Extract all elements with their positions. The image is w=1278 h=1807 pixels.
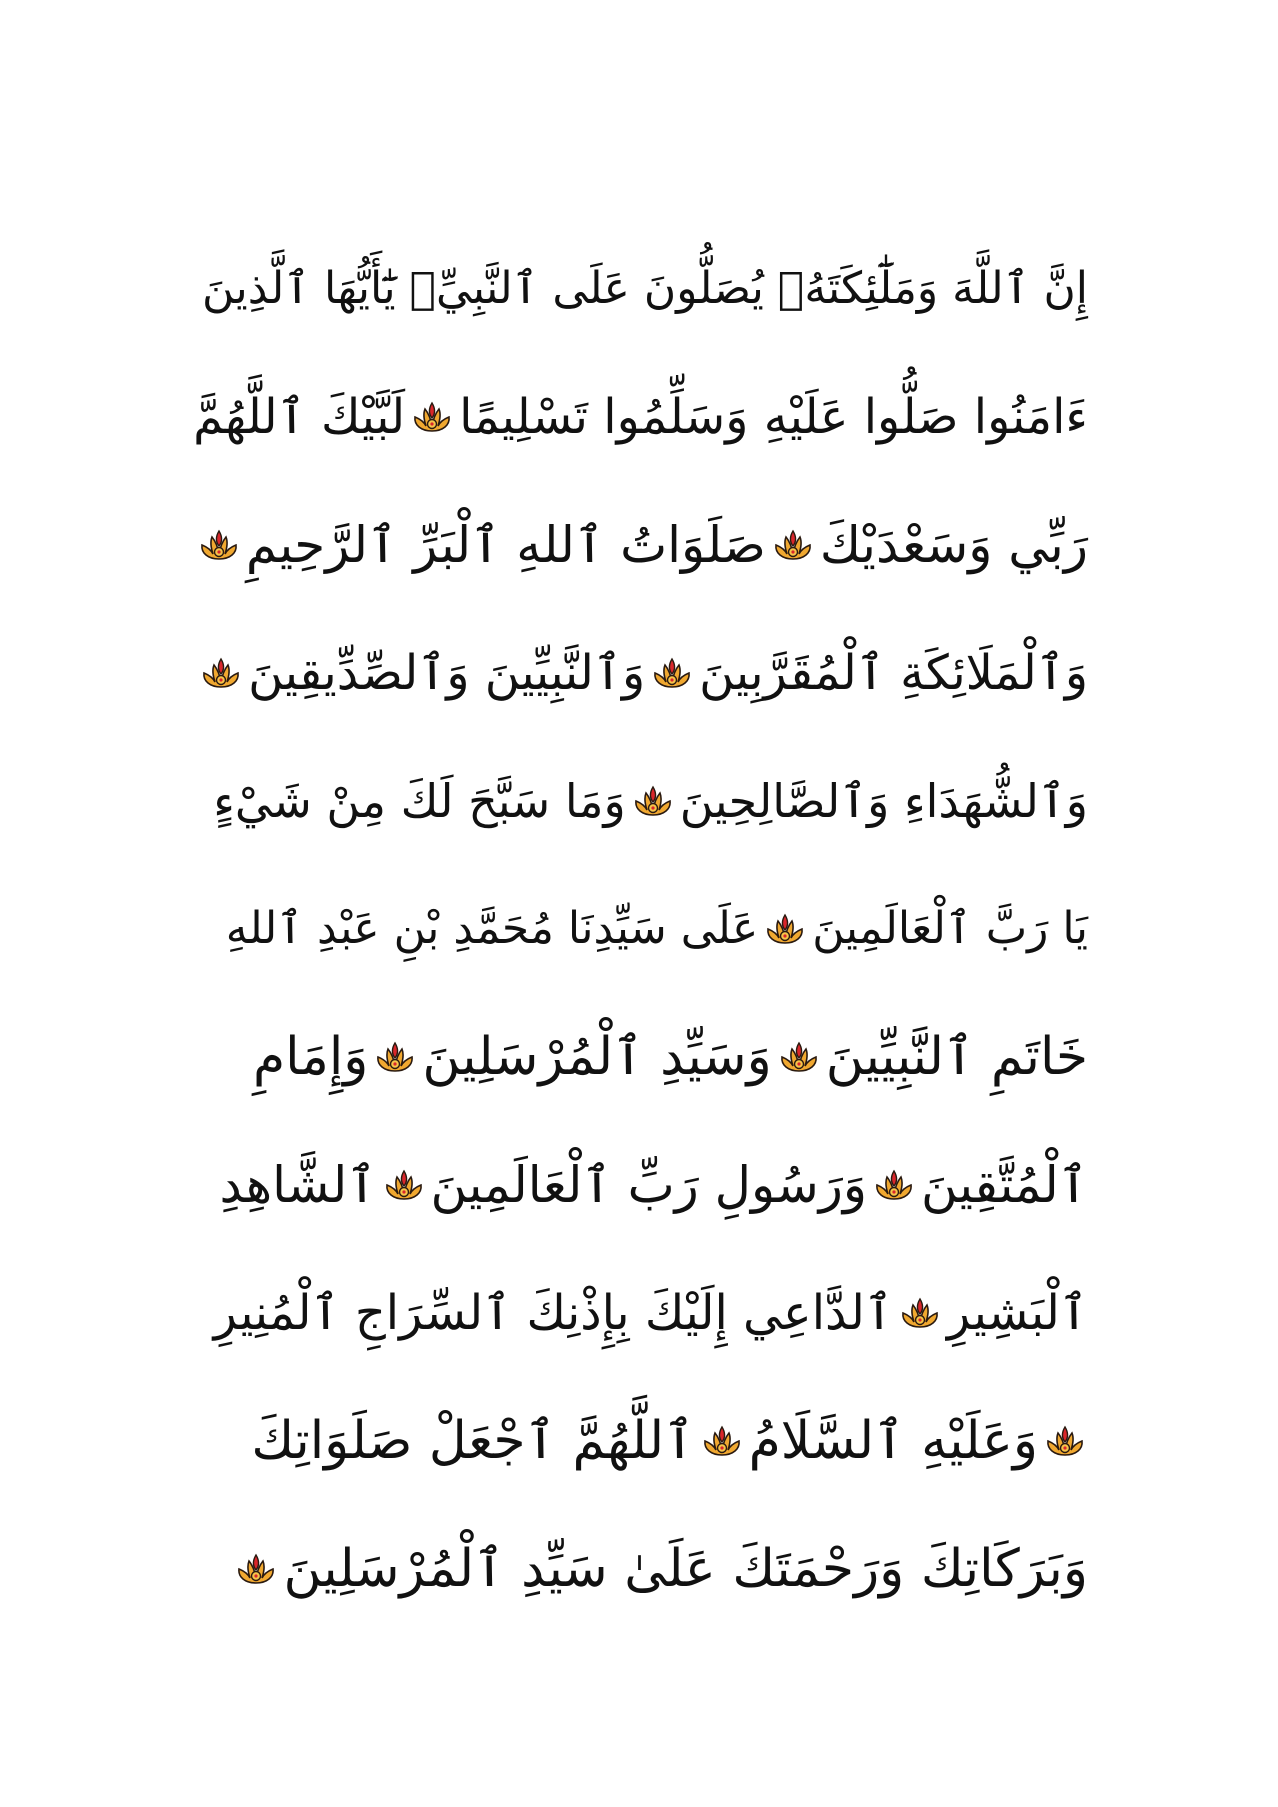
text-segment: إِنَّ ٱللَّهَ وَمَلَٰٓئِكَتَهُۥ يُصَلُّونَ عَلَى ٱلنَّبِيِّۚ يَٰٓأَيُّهَا ٱلَّذِينَ [202, 263, 1088, 314]
floral-ornament-icon [899, 1296, 941, 1330]
text-line [190, 1121, 1090, 1249]
text-segment: وَإِمَامِ [252, 1027, 369, 1087]
text-segment: وَٱلشُّهَدَاءِ وَٱلصَّالِحِينَ [679, 774, 1088, 828]
text-line [190, 865, 1090, 993]
floral-ornament-icon [873, 1168, 915, 1202]
floral-ornament-icon [383, 1168, 425, 1202]
text-line [190, 993, 1090, 1121]
text-line [190, 609, 1090, 737]
text-segment: رَبِّي وَسَعْدَيْكَ [819, 516, 1088, 574]
text-line [190, 481, 1090, 609]
text-segment: ٱلشَّاهِدِ [219, 1156, 377, 1214]
floral-ornament-icon [235, 1552, 277, 1586]
floral-ornament-icon [764, 912, 806, 946]
text-segment: وَعَلَيْهِ ٱلسَّلَامُ [748, 1411, 1038, 1471]
floral-ornament-icon [411, 400, 453, 434]
text-line [190, 353, 1090, 481]
floral-ornament-icon [200, 656, 242, 690]
text-segment: عَلَى سَيِّدِنَا مُحَمَّدِ بْنِ عَبْدِ ٱللهِ [225, 903, 759, 954]
floral-ornament-icon [198, 528, 240, 562]
floral-ornament-icon [778, 1040, 820, 1074]
text-line [190, 1249, 1090, 1377]
text-block [190, 225, 1090, 1633]
floral-ornament-icon [374, 1040, 416, 1074]
text-segment: خَاتَمِ ٱلنَّبِيِّينَ [825, 1027, 1088, 1087]
text-segment: وَٱلنَّبِيِّينَ وَٱلصِّدِّيقِينَ [248, 645, 646, 701]
text-segment: وَمَا سَبَّحَ لَكَ مِنْ شَيْءٍ [213, 774, 626, 828]
text-segment: وَٱلْمَلَائِكَةِ ٱلْمُقَرَّبِينَ [699, 645, 1088, 701]
text-segment: يَا رَبَّ ٱلْعَالَمِينَ [812, 903, 1088, 954]
text-segment: ٱلْبَشِيرِ [946, 1285, 1088, 1341]
text-segment: ٱلدَّاعِي إِلَيْكَ بِإِذْنِكَ ٱلسِّرَاجِ ٱلْمُنِيرِ [213, 1285, 893, 1341]
floral-ornament-icon [772, 528, 814, 562]
text-segment: ٱللَّهُمَّ ٱجْعَلْ صَلَوَاتِكَ [251, 1411, 695, 1471]
floral-ornament-icon [651, 656, 693, 690]
text-segment: وَبَرَكَاتِكَ وَرَحْمَتَكَ عَلَىٰ سَيِّدِ ٱلْمُرْسَلِينَ [283, 1539, 1088, 1599]
floral-ornament-icon [701, 1424, 743, 1458]
text-segment: ٱلْمُتَّقِينَ [921, 1156, 1088, 1214]
text-line [190, 1505, 1090, 1633]
floral-ornament-icon [1044, 1424, 1086, 1458]
text-segment: ءَامَنُوا صَلُّوا عَلَيْهِ وَسَلِّمُوا تَسْلِيمًا [459, 389, 1088, 445]
text-line [190, 225, 1090, 353]
text-line [190, 1377, 1090, 1505]
text-segment: صَلَوَاتُ ٱللهِ ٱلْبَرِّ ٱلرَّحِيمِ [245, 516, 766, 574]
text-line [190, 737, 1090, 865]
text-segment: وَرَسُولِ رَبِّ ٱلْعَالَمِينَ [430, 1156, 868, 1214]
text-segment: وَسَيِّدِ ٱلْمُرْسَلِينَ [422, 1027, 772, 1087]
text-segment: لَبَّيْكَ ٱللَّهُمَّ [193, 389, 406, 445]
floral-ornament-icon [632, 784, 674, 818]
